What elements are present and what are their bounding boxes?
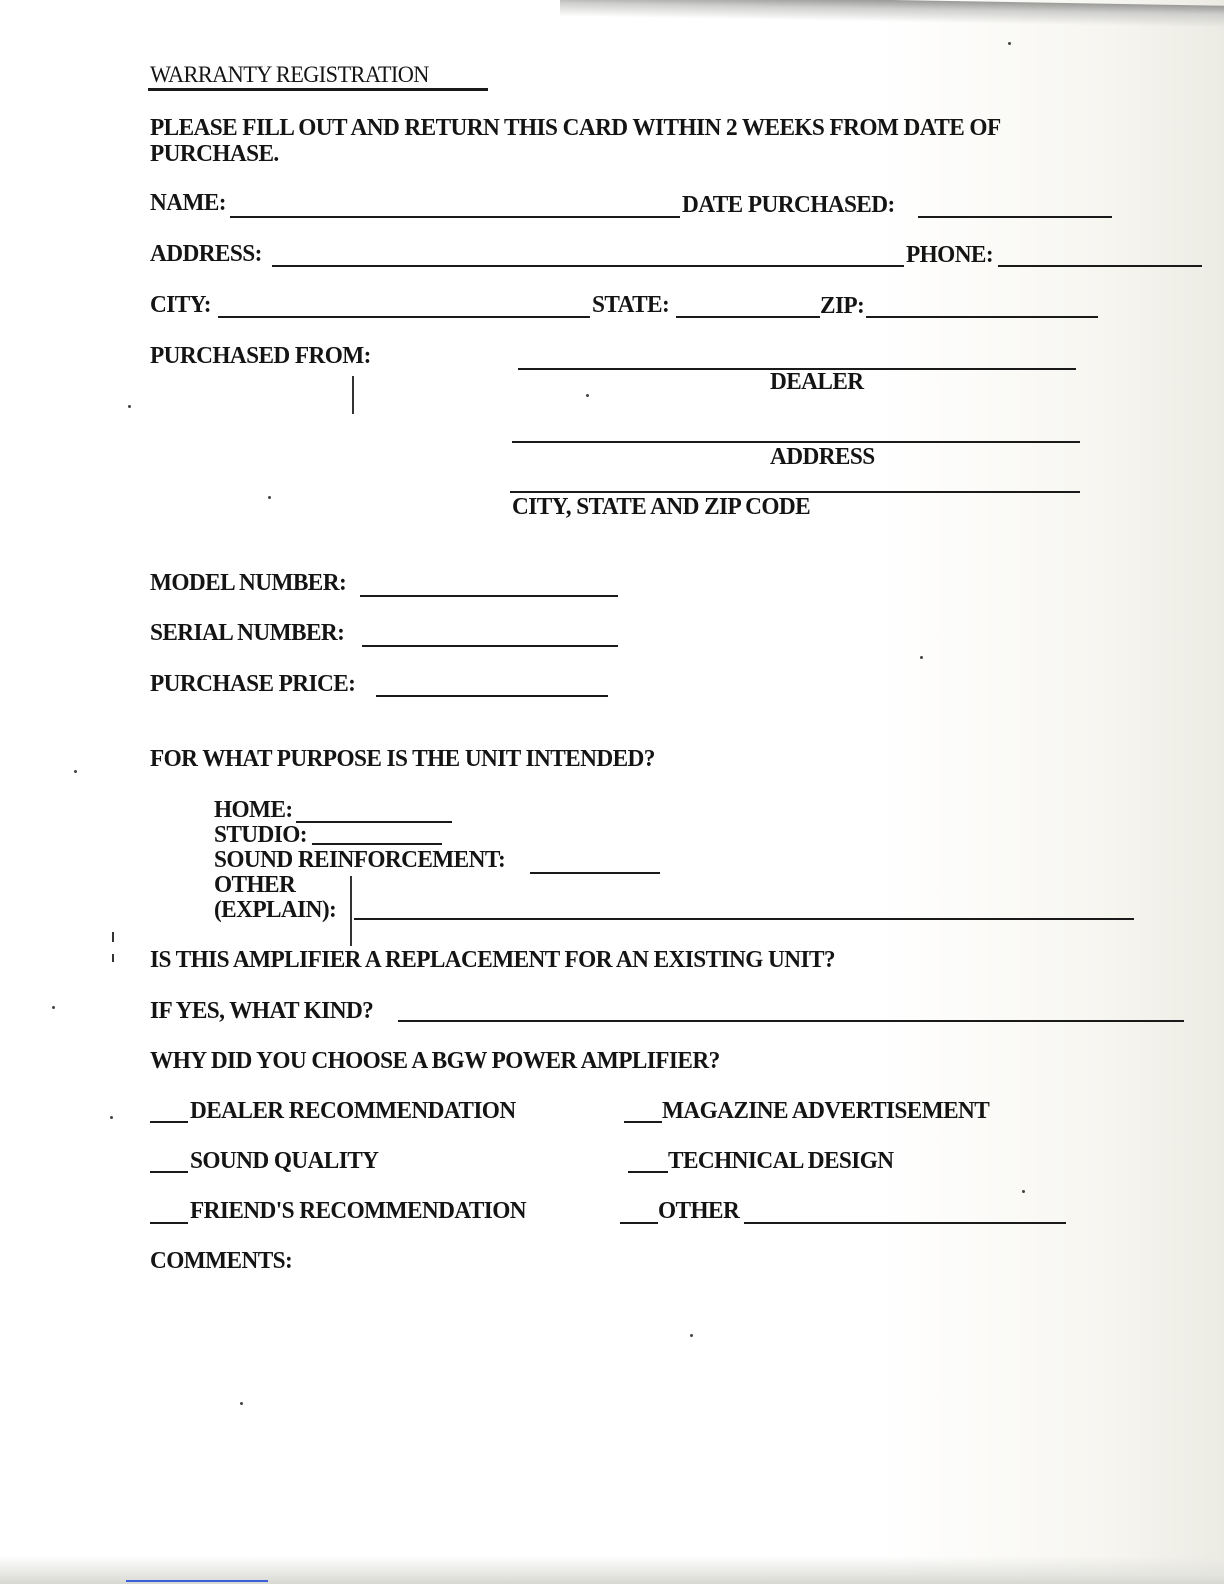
purpose-question: FOR WHAT PURPOSE IS THE UNIT INTENDED?: [150, 746, 655, 772]
instructions-line-1: PLEASE FILL OUT AND RETURN THIS CARD WITHIN 2 WEEKS FROM DATE OF: [150, 115, 1001, 141]
address-label: ADDRESS:: [150, 241, 262, 267]
dealer-city-state-zip-caption: CITY, STATE AND ZIP CODE: [512, 494, 811, 520]
city-label: CITY:: [150, 292, 211, 318]
other-reason-blank[interactable]: [744, 1222, 1066, 1224]
purpose-explain-label: (EXPLAIN):: [214, 897, 337, 923]
state-blank[interactable]: [676, 316, 820, 318]
technical-design-label: TECHNICAL DESIGN: [668, 1148, 894, 1174]
serial-number-blank[interactable]: [362, 645, 618, 647]
purpose-studio-label: STUDIO:: [214, 822, 307, 848]
model-number-label: MODEL NUMBER:: [150, 570, 347, 596]
scan-speck: [112, 932, 114, 942]
friends-recommendation-checkbox[interactable]: [150, 1222, 188, 1224]
sound-quality-checkbox[interactable]: [150, 1171, 188, 1173]
purchased-from-label: PURCHASED FROM:: [150, 343, 371, 369]
purpose-explain-blank[interactable]: [354, 918, 1134, 920]
scan-artifact-mark: [352, 376, 354, 414]
form-title: WARRANTY REGISTRATION: [150, 62, 429, 87]
dealer-address-caption: ADDRESS: [770, 444, 875, 470]
scan-speck: [240, 1402, 243, 1405]
friends-recommendation-label: FRIEND'S RECOMMENDATION: [190, 1198, 527, 1224]
scan-speck: [110, 1116, 113, 1119]
sound-quality-label: SOUND QUALITY: [190, 1148, 379, 1174]
purpose-home-label: HOME:: [214, 797, 293, 823]
zip-label: ZIP:: [820, 293, 865, 319]
magazine-advertisement-checkbox[interactable]: [624, 1121, 662, 1123]
instructions-line-2: PURCHASE.: [150, 141, 279, 167]
scan-speck: [268, 496, 271, 499]
purpose-sound-reinforcement-label: SOUND REINFORCEMENT:: [214, 847, 506, 873]
dealer-recommendation-checkbox[interactable]: [150, 1121, 188, 1123]
purchase-price-blank[interactable]: [376, 695, 608, 697]
replacement-if-yes-label: IF YES, WHAT KIND?: [150, 998, 374, 1024]
scan-speck: [690, 1334, 693, 1337]
comments-label: COMMENTS:: [150, 1248, 293, 1274]
scan-speck: [1022, 1190, 1025, 1193]
dealer-address-blank[interactable]: [512, 441, 1080, 443]
choice-question: WHY DID YOU CHOOSE A BGW POWER AMPLIFIER?: [150, 1048, 720, 1074]
scan-speck: [920, 656, 923, 659]
zip-blank[interactable]: [866, 316, 1098, 318]
dealer-caption: DEALER: [770, 369, 864, 395]
scan-speck: [128, 405, 131, 408]
scan-speck: [586, 394, 589, 397]
dealer-recommendation-label: DEALER RECOMMENDATION: [190, 1098, 516, 1124]
phone-blank[interactable]: [998, 265, 1202, 267]
other-reason-label: OTHER: [658, 1198, 740, 1224]
scan-speck: [74, 770, 77, 773]
purpose-home-blank[interactable]: [296, 821, 452, 823]
state-label: STATE:: [592, 292, 670, 318]
scan-speck: [1008, 42, 1011, 45]
scan-artifact-mark-2: [350, 876, 352, 946]
purpose-sound-reinforcement-blank[interactable]: [530, 872, 660, 874]
scan-speck: [52, 1006, 55, 1009]
dealer-city-state-zip-blank[interactable]: [510, 491, 1080, 493]
name-blank[interactable]: [230, 216, 680, 218]
phone-label: PHONE:: [906, 242, 994, 268]
title-underline: [148, 88, 488, 91]
model-number-blank[interactable]: [360, 595, 618, 597]
other-reason-checkbox[interactable]: [620, 1222, 658, 1224]
date-purchased-blank[interactable]: [918, 216, 1112, 218]
scan-speck: [112, 954, 114, 962]
name-label: NAME:: [150, 190, 226, 216]
magazine-advertisement-label: MAGAZINE ADVERTISEMENT: [662, 1098, 990, 1124]
serial-number-label: SERIAL NUMBER:: [150, 620, 345, 646]
purpose-studio-blank[interactable]: [312, 843, 442, 845]
purchase-price-label: PURCHASE PRICE:: [150, 671, 356, 697]
replacement-kind-blank[interactable]: [398, 1020, 1184, 1022]
technical-design-checkbox[interactable]: [628, 1171, 668, 1173]
date-purchased-label: DATE PURCHASED:: [682, 192, 895, 218]
scan-mark: [126, 1580, 268, 1582]
replacement-question: IS THIS AMPLIFIER A REPLACEMENT FOR AN EXISTING UNIT?: [150, 947, 835, 973]
purpose-other-label: OTHER: [214, 872, 296, 898]
city-blank[interactable]: [218, 316, 590, 318]
address-blank[interactable]: [272, 265, 904, 267]
